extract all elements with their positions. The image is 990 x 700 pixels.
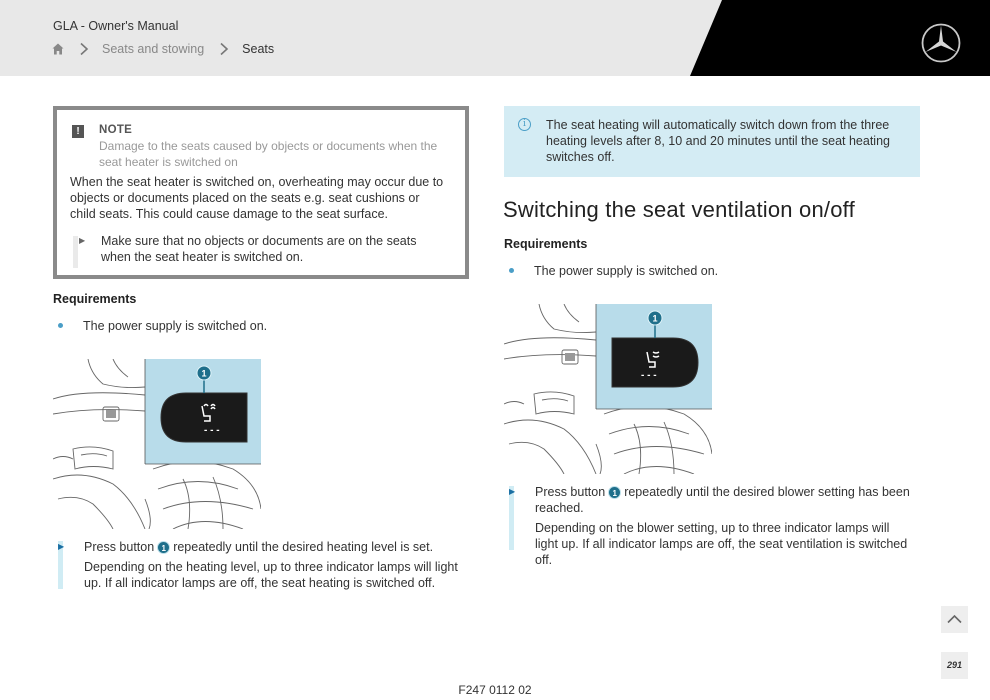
step-instruction: [84, 539, 469, 555]
triangle-right-icon: ▶: [509, 487, 516, 496]
indicator-lamps: - - -: [641, 370, 657, 381]
step-suffix: repeatedly until the desired heating level is set.: [173, 540, 434, 554]
section-title: Switching the seat ventilation on/off: [503, 197, 855, 222]
bullet-icon: [58, 323, 63, 328]
home-icon[interactable]: [52, 43, 64, 55]
chevron-right-icon: [218, 42, 230, 56]
step-detail: Depending on the blower setting, up to three indicator lamps will light up. If all indicator lamps are off, the seat ventilation is switched off.: [535, 521, 908, 567]
requirements-heading: Requirements: [504, 237, 588, 251]
header: [0, 0, 990, 76]
step-suffix: repeatedly until the desired blower setting has been reached.: [535, 485, 910, 515]
dashboard-line-drawing: [53, 359, 261, 529]
step-detail: Depending on the heating level, up to three indicator lamps will light up. If all indicator lamps are off, the seat heating is switched off.: [84, 560, 458, 590]
button-1-badge: 1: [608, 486, 621, 499]
page-number: 291: [941, 652, 968, 679]
chevron-up-icon: [941, 606, 968, 633]
figure-reference: F247 0112 02: [458, 683, 532, 697]
callout-number: 1: [652, 313, 658, 324]
doc-title: GLA - Owner's Manual: [53, 19, 179, 33]
chevron-right-icon: [78, 42, 90, 56]
note-body: When the seat heater is switched on, overheating may occur due to objects or documents placed on the seats e.g. seat cushions or child seats. This could cause damage to the seat surface.: [70, 175, 444, 221]
breadcrumb-seats: Seats: [242, 42, 275, 56]
step-instruction: [535, 484, 910, 516]
step-prefix: Press button: [535, 485, 606, 499]
button-1-badge: 1: [157, 541, 170, 554]
callout-number: 1: [201, 368, 207, 379]
breadcrumb-seats-and-stowing[interactable]: Seats and stowing: [102, 42, 205, 56]
triangle-right-icon: ▶: [79, 236, 86, 245]
brand-star-logo-icon[interactable]: [920, 22, 962, 64]
note-action-bar: [73, 236, 85, 268]
requirements-heading: Requirements: [53, 292, 137, 306]
info-text: The seat heating will automatically switch down from the three heating levels after 8, 10 and 20 minutes until the seat heating switches off.: [546, 118, 890, 164]
dashboard-line-drawing: [504, 304, 712, 474]
requirement-item: The power supply is switched on.: [534, 264, 719, 278]
bullet-icon: [509, 268, 514, 273]
note-subtitle: Damage to the seats caused by objects or documents when the seat heater is switched on: [99, 139, 438, 169]
exclamation-icon: !: [72, 125, 84, 138]
seat-heating-illustration: [53, 359, 261, 529]
note-action: Make sure that no objects or documents are on the seats when the seat heater is switched on.: [101, 234, 417, 264]
note-box: [53, 106, 469, 279]
triangle-right-icon: ▶: [58, 542, 65, 551]
info-box: [504, 106, 920, 177]
note-label: NOTE: [99, 124, 133, 136]
seat-ventilation-illustration: [504, 304, 712, 474]
requirement-item: The power supply is switched on.: [83, 319, 268, 333]
indicator-lamps: - - -: [204, 425, 220, 436]
scroll-to-top-button[interactable]: [941, 606, 968, 633]
step-prefix: Press button: [84, 540, 155, 554]
info-icon: i: [518, 118, 531, 131]
breadcrumb: [52, 42, 274, 56]
